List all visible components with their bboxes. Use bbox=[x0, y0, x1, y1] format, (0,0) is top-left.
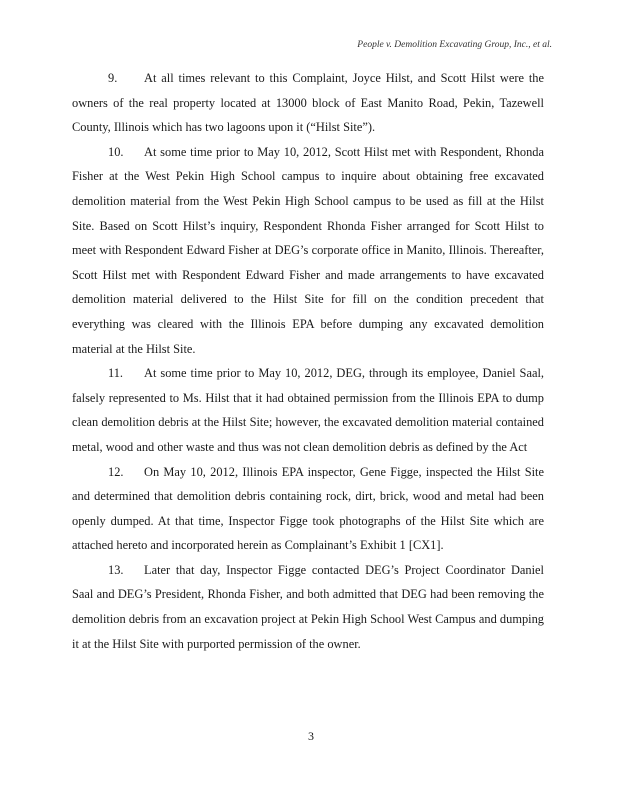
paragraph-text: On May 10, 2012, Illinois EPA inspector, Gene Figge, inspected the Hilst Site and determined that demolition debris containing rock, dirt, brick, wood and metal had been openly dumped. At that time, Inspector Figge took photographs of the Hilst Site which are attached hereto and incorporated herein as Complainant’s Exhibit 1 [CX1]. bbox=[72, 464, 544, 553]
paragraph-text: At some time prior to May 10, 2012, Scott Hilst met with Respondent, Rhonda Fisher at the West Pekin High School campus to inquire about obtaining free excavated demolition material from the West Pekin High School campus to be used as fill at the Hilst Site. Based on Scott Hilst’s inquiry, Respondent Rhonda Fisher arranged for Scott Hilst to meet with Respondent Edward Fisher at DEG’s corporate office in Manito, Illinois. Thereafter, Scott Hilst met with Respondent Edward Fisher and made arrangements to have excavated demolition material delivered to the Hilst Site for fill on the condition precedent that everything was cleared with the Illinois EPA before dumping any excavated demolition material at the Hilst Site. bbox=[72, 144, 544, 356]
paragraph-text: At all times relevant to this Complaint, Joyce Hilst, and Scott Hilst were the owners of the real property located at 13000 block of East Manito Road, Pekin, Tazewell County, Illinois which has two lagoons upon it (“Hilst Site”). bbox=[72, 71, 544, 135]
document-body bbox=[72, 66, 544, 656]
paragraph-text: Later that day, Inspector Figge contacted DEG’s Project Coordinator Daniel Saal and DEG’s President, Rhonda Fisher, and both admitted that DEG had been removing the demolition debris from an excavation project at Pekin High School West Campus and dumping it at the Hilst Site with purported permission of the owner. bbox=[72, 562, 544, 651]
running-header: People v. Demolition Excavating Group, Inc., et al. bbox=[357, 40, 552, 50]
paragraph-number: 9. bbox=[108, 71, 118, 85]
paragraph-11 bbox=[72, 361, 544, 459]
paragraph-number: 10. bbox=[108, 144, 124, 159]
page-number: 3 bbox=[308, 729, 314, 743]
paragraph-12 bbox=[72, 460, 544, 558]
paragraph-9 bbox=[72, 66, 544, 140]
paragraph-10 bbox=[72, 140, 544, 361]
paragraph-13 bbox=[72, 558, 544, 656]
paragraph-text: At some time prior to May 10, 2012, DEG, through its employee, Daniel Saal, falsely represented to Ms. Hilst that it had obtained permission from the Illinois EPA to dump clean demolition debris at the Hilst Site; however, the excavated demolition material contained metal, wood and other waste and thus was not clean demolition debris as defined by the Act bbox=[72, 366, 544, 454]
paragraph-number: 11. bbox=[108, 366, 124, 381]
paragraph-number: 13. bbox=[108, 562, 124, 577]
paragraph-number: 12. bbox=[108, 464, 124, 479]
